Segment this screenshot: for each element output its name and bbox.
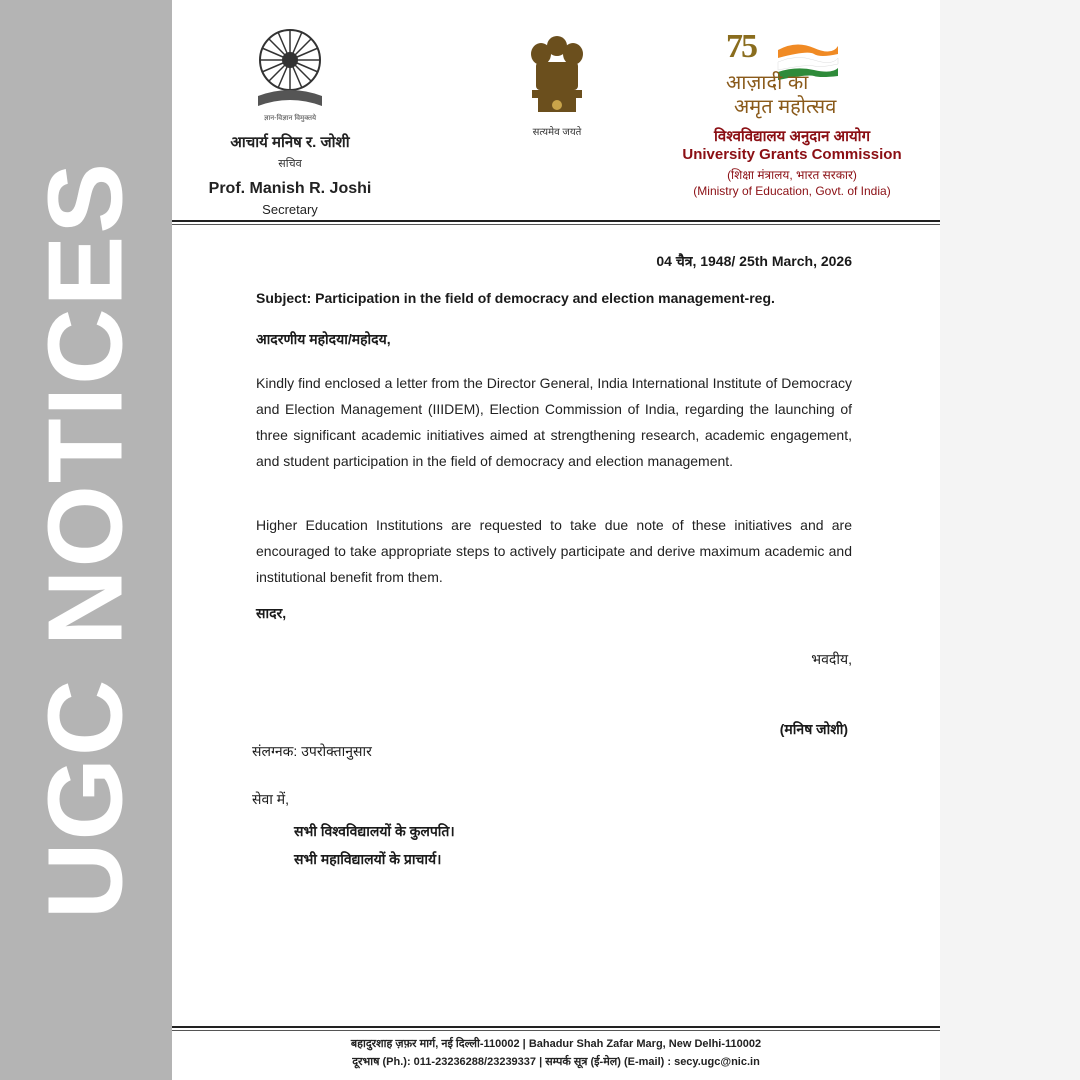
emblem-motto: सत्यमेव जयते [532, 127, 582, 138]
logo-line-1: आज़ादी का [726, 72, 809, 94]
letter-date: 04 चैत्र, 1948/ 25th March, 2026 [656, 253, 852, 269]
organisation-name: University Grants Commission [682, 146, 902, 163]
header-divider [172, 220, 940, 222]
letter-regards: सादर, [256, 605, 287, 621]
ministry: (Ministry of Education, Govt. of India) [693, 184, 891, 198]
header-divider-thin [172, 224, 940, 225]
letter-paragraph: Higher Education Institutions are requested to take due note of these initiatives and are encouraged to take appropriate steps to actively participate and derive maximum academic and institutional benefit from them. [256, 517, 852, 585]
side-title: UGC NOTICES [26, 160, 145, 920]
secretary-role-hindi: सचिव [278, 158, 302, 170]
footer-address: बहादुरशाह ज़फ़र मार्ग, नई दिल्ली-110002 | Bahadur Shah Zafar Marg, New Delhi-110002 [350, 1038, 762, 1050]
secretary-name: Prof. Manish R. Joshi [208, 180, 372, 197]
recipient-item: सभी महाविद्यालयों के प्राचार्य। [294, 851, 442, 867]
recipient-item: सभी विश्वविद्यालयों के कुलपति। [294, 823, 455, 839]
footer-contact: दूरभाष (Ph.): 011-23236288/23239337 | सम्पर्क सूत्र (ई-मेल) (E-mail) : secy.ugc@nic.in [352, 1056, 760, 1068]
secretary-role: Secretary [262, 202, 318, 217]
organisation-name-hindi: विश्वविद्यालय अनुदान आयोग [713, 128, 871, 145]
secretary-name-hindi: आचार्य मनिष र. जोशी [230, 134, 350, 151]
side-band [0, 0, 172, 1080]
ministry-hindi: (शिक्षा मंत्रालय, भारत सरकार) [727, 168, 857, 182]
logo-number: 75 [726, 28, 756, 65]
logo-line-2: अमृत महोत्सव [734, 96, 837, 118]
ugc-emblem-icon [250, 22, 330, 114]
national-emblem-icon [522, 30, 592, 122]
letter-closing: भवदीय, [811, 651, 852, 667]
azadi-ka-amrit-mahotsav-logo [726, 28, 850, 118]
signatory-name: (मनिष जोशी) [779, 721, 848, 737]
letter-subject: Subject: Participation in the field of democracy and election management-reg. [256, 290, 775, 306]
enclosure-note: संलग्नक: उपरोक्तानुसार [252, 743, 372, 759]
letter-page [172, 0, 940, 1080]
footer-divider-thin [172, 1030, 940, 1031]
emblem-tagline: ज्ञान-विज्ञान विमुक्तये [263, 115, 317, 122]
footer-divider [172, 1026, 940, 1028]
addressee-heading: सेवा में, [252, 791, 290, 807]
letter-paragraph: Kindly find enclosed a letter from the Director General, India International Institute of Democracy and Election Management (IIIDEM), Election Commission of India, regarding the launching of three significant academic initiatives aimed at strengthening research, academic engagement, and student participation in the field of democracy and election management. [256, 375, 852, 469]
right-margin [940, 0, 1080, 1080]
letter-salutation: आदरणीय महोदया/महोदय, [256, 331, 391, 347]
